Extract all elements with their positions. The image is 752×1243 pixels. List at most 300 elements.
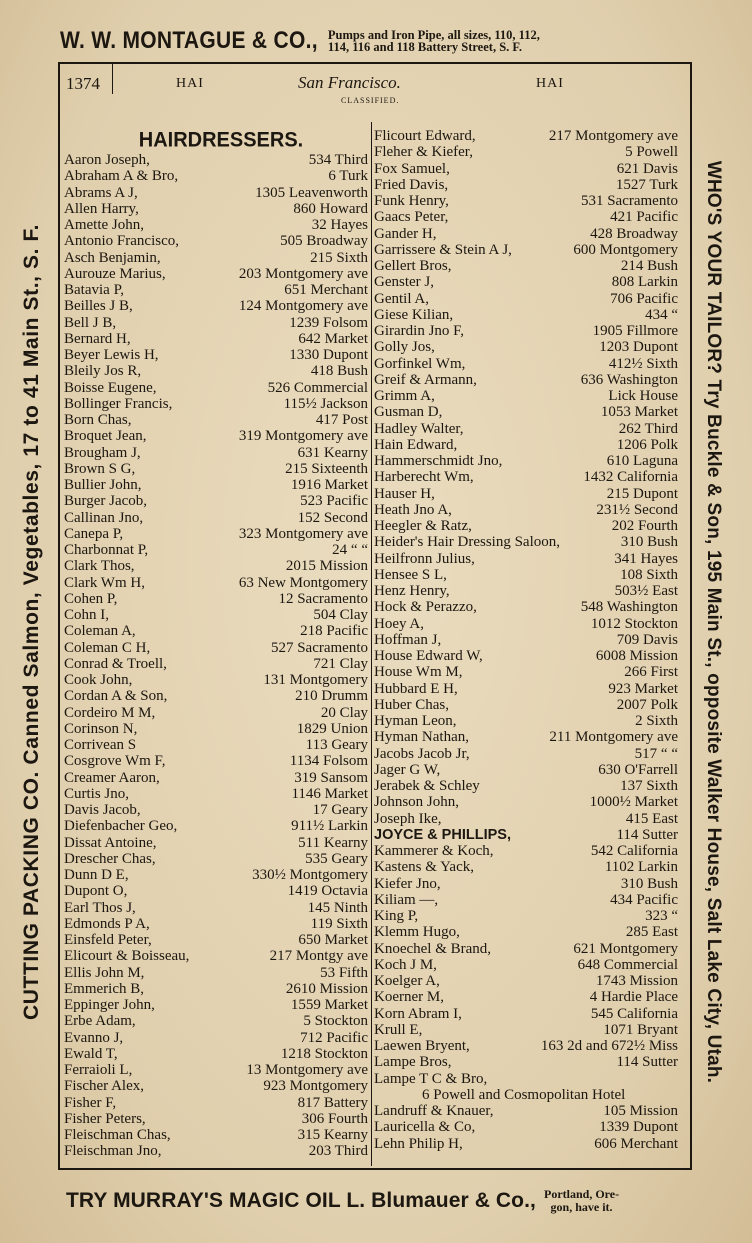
listing-address: 412½ Sixth bbox=[608, 355, 678, 372]
listing-name: Callinan Jno, bbox=[64, 509, 144, 526]
listing-address: 505 Broadway bbox=[280, 233, 368, 250]
listing-name: King P, bbox=[374, 908, 419, 924]
listing-address: 650 Market bbox=[298, 932, 368, 948]
bottom-ad-main: TRY MURRAY'S MAGIC OIL L. Blumauer & Co., bbox=[66, 1189, 536, 1212]
listing-address: 1527 Turk bbox=[615, 176, 678, 193]
listing-row bbox=[64, 1046, 368, 1062]
listing-address: 215 Sixteenth bbox=[285, 460, 368, 477]
listing-address: 310 Bush bbox=[620, 875, 678, 892]
listing-row bbox=[374, 616, 678, 632]
listing-name: Broquet Jean, bbox=[64, 428, 147, 445]
listing-row bbox=[64, 786, 368, 802]
listing-name: Lehn Philip H, bbox=[374, 1135, 463, 1152]
listing-row bbox=[64, 1078, 368, 1094]
listing-address: 315 Kearny bbox=[297, 1127, 368, 1143]
listing-row bbox=[64, 201, 368, 217]
listing-address: 310 Bush bbox=[620, 534, 678, 551]
listing-name: Drescher Chas, bbox=[64, 850, 156, 867]
listing-name: Beilles J B, bbox=[64, 298, 133, 315]
listing-row bbox=[64, 623, 368, 639]
listing-address: 145 Ninth bbox=[307, 899, 368, 916]
listing-name: Dunn D E, bbox=[64, 867, 129, 883]
listing-row bbox=[374, 957, 678, 973]
right-side-ad-text: WHO'S YOUR TAILOR? Try Buckle & Son, 195 Main St., opposite Walker House, Salt Lake City, Utah. bbox=[703, 160, 724, 1084]
page-number: 1374 bbox=[66, 74, 100, 93]
listing-name: Gorfinkel Wm, bbox=[374, 355, 466, 372]
listing-address: 202 Fourth bbox=[611, 518, 678, 534]
listing-row bbox=[374, 746, 678, 762]
listing-address: 6008 Mission bbox=[595, 648, 678, 664]
listing-name: Batavia P, bbox=[64, 282, 124, 298]
listing-row bbox=[64, 510, 368, 526]
listing-row bbox=[64, 656, 368, 672]
listing-row bbox=[374, 876, 678, 892]
listing-row bbox=[64, 705, 368, 721]
listing-address: 32 Hayes bbox=[311, 217, 368, 233]
right-side-advertisement bbox=[694, 62, 732, 1182]
listing-name: Heider's Hair Dressing Saloon, bbox=[374, 534, 560, 551]
listing-address: 53 Fifth bbox=[320, 964, 368, 981]
listing-address: 1102 Larkin bbox=[604, 859, 678, 876]
listing-row bbox=[64, 948, 368, 964]
listing-name: Evanno J, bbox=[64, 1029, 124, 1046]
listing-name: Brown S G, bbox=[64, 460, 136, 477]
listing-name: House Edward W, bbox=[374, 648, 483, 664]
listing-row bbox=[64, 347, 368, 363]
listing-name: Cook John, bbox=[64, 672, 133, 688]
listing-address: 218 Pacific bbox=[300, 623, 368, 640]
listing-address: 319 Montgomery ave bbox=[238, 428, 368, 445]
listing-address: 1134 Folsom bbox=[289, 753, 368, 770]
listing-address: 1305 Leavenworth bbox=[255, 184, 368, 201]
listing-row bbox=[374, 632, 678, 648]
listing-row bbox=[374, 1006, 678, 1022]
listing-row bbox=[64, 818, 368, 834]
listing-name: Hubbard E H, bbox=[374, 680, 458, 697]
listing-address: 210 Drumm bbox=[295, 688, 368, 705]
listing-address: 1203 Dupont bbox=[599, 339, 678, 356]
right-border bbox=[690, 62, 692, 1170]
listing-address: 231½ Second bbox=[596, 501, 678, 518]
listing-row bbox=[374, 177, 678, 193]
listing-name: Huber Chas, bbox=[374, 696, 449, 713]
listing-row bbox=[64, 575, 368, 591]
listing-row bbox=[64, 526, 368, 542]
listing-name: Abraham A & Bro, bbox=[64, 168, 179, 185]
listing-name: Hadley Walter, bbox=[374, 420, 464, 437]
listing-address: 217 Montgomery ave bbox=[548, 128, 678, 144]
listing-address: 526 Commercial bbox=[267, 379, 368, 396]
listing-address: 415 East bbox=[625, 810, 678, 827]
listing-name: Heegler & Ratz, bbox=[374, 518, 472, 534]
listing-address: 534 Third bbox=[308, 152, 368, 168]
listing-address: 137 Sixth bbox=[620, 778, 678, 794]
listing-name: Klemm Hugo, bbox=[374, 924, 460, 941]
listing-row bbox=[374, 664, 678, 680]
listing-row bbox=[64, 851, 368, 867]
listing-row bbox=[64, 1143, 368, 1159]
listing-name: Golly Jos, bbox=[374, 339, 435, 356]
listing-address: 105 Mission bbox=[603, 1103, 678, 1119]
bottom-ad-sub2: gon, have it. bbox=[550, 1200, 613, 1214]
listing-row bbox=[374, 421, 678, 437]
listing-name: Joseph Ike, bbox=[374, 810, 442, 827]
listing-name: Edmonds P A, bbox=[64, 915, 150, 932]
listing-address: 1559 Market bbox=[290, 997, 368, 1013]
listing-name: Funk Henry, bbox=[374, 193, 449, 209]
listing-row bbox=[64, 477, 368, 493]
bottom-advertisement bbox=[66, 1176, 686, 1226]
listing-address: 1743 Mission bbox=[595, 973, 678, 989]
listing-address: 2007 Polk bbox=[616, 696, 678, 713]
listing-address: 24 “ “ bbox=[332, 542, 368, 558]
listing-address: 600 Montgomery bbox=[573, 241, 678, 258]
listing-name: Fisher Peters, bbox=[64, 1110, 146, 1127]
listing-name: Ellis John M, bbox=[64, 964, 145, 981]
listing-row bbox=[64, 770, 368, 786]
left-side-ad-text: CUTTING PACKING CO. Canned Salmon, Vegetables, 17 to 41 Main St., S. F. bbox=[20, 223, 43, 1021]
listing-row bbox=[64, 542, 368, 558]
listing-address: 808 Larkin bbox=[611, 274, 678, 291]
listing-row bbox=[374, 827, 678, 843]
listing-row bbox=[374, 274, 678, 290]
listing-address: 12 Sacramento bbox=[278, 590, 368, 607]
listing-address: 108 Sixth bbox=[620, 566, 678, 583]
listing-address: 860 Howard bbox=[293, 200, 368, 217]
listing-name: Cordeiro M M, bbox=[64, 704, 156, 721]
listing-row bbox=[374, 973, 678, 989]
listing-name: Hauser H, bbox=[374, 485, 435, 502]
listing-name: Harberecht Wm, bbox=[374, 469, 474, 486]
listing-name: JOYCE & PHILLIPS, bbox=[374, 826, 511, 843]
listing-name: Gusman D, bbox=[374, 404, 443, 421]
listing-address: 214 Bush bbox=[620, 258, 678, 274]
listing-name: Johnson John, bbox=[374, 794, 460, 811]
listing-address: 262 Third bbox=[618, 420, 678, 437]
listing-row bbox=[64, 1111, 368, 1127]
listing-name: Hoffman J, bbox=[374, 631, 442, 648]
listing-address: 163 2d and 672½ Miss bbox=[540, 1038, 678, 1054]
listing-name: Fleischman Jno, bbox=[64, 1143, 162, 1160]
listing-row bbox=[64, 1062, 368, 1078]
listing-row bbox=[374, 762, 678, 778]
listing-row bbox=[374, 372, 678, 388]
listing-row bbox=[64, 753, 368, 769]
listing-address: 642 Market bbox=[298, 330, 368, 347]
listing-name: Flicourt Edward, bbox=[374, 128, 476, 144]
listing-name: House Wm M, bbox=[374, 664, 463, 681]
listing-address: 124 Montgomery ave bbox=[238, 298, 368, 315]
listing-name: Einsfeld Peter, bbox=[64, 932, 152, 948]
listing-row bbox=[64, 185, 368, 201]
listing-row bbox=[374, 924, 678, 940]
listing-name: Corrivean S bbox=[64, 737, 137, 753]
listing-name: Garrissere & Stein A J, bbox=[374, 241, 512, 258]
listing-address: 13 Montgomery ave bbox=[246, 1062, 368, 1078]
listing-row bbox=[64, 217, 368, 233]
listing-name: Hammerschmidt Jno, bbox=[374, 453, 503, 469]
listing-address: 523 Pacific bbox=[300, 493, 368, 510]
listing-name: Bell J B, bbox=[64, 314, 117, 331]
listing-row bbox=[64, 916, 368, 932]
listing-address: 63 New Montgomery bbox=[238, 574, 368, 591]
left-border bbox=[58, 62, 60, 1170]
listing-name: Clark Wm H, bbox=[64, 574, 145, 591]
listing-name: Greif & Armann, bbox=[374, 371, 477, 388]
listing-name: Fischer Alex, bbox=[64, 1078, 144, 1095]
listing-address: 114 Sutter bbox=[616, 1054, 678, 1071]
listing-name: Elicourt & Boisseau, bbox=[64, 948, 190, 965]
listing-address: 517 “ “ bbox=[634, 745, 678, 762]
listing-name: Fleher & Kiefer, bbox=[374, 144, 473, 161]
listing-address: 631 Kearny bbox=[297, 444, 368, 461]
listing-name: Emmerich B, bbox=[64, 980, 144, 997]
page-header bbox=[66, 70, 682, 104]
listing-name: Curtis Jno, bbox=[64, 785, 130, 802]
listing-row bbox=[374, 1022, 678, 1038]
listing-row bbox=[374, 1136, 678, 1152]
listing-name: Bleily Jos R, bbox=[64, 363, 142, 380]
listing-row bbox=[374, 388, 678, 404]
listing-name: Heilfronn Julius, bbox=[374, 550, 475, 567]
listing-name: Grimm A, bbox=[374, 388, 435, 404]
listing-row bbox=[374, 843, 678, 859]
listing-row bbox=[374, 697, 678, 713]
listing-row bbox=[64, 396, 368, 412]
listing-address: 2015 Mission bbox=[285, 558, 368, 575]
top-rule bbox=[58, 62, 692, 64]
listing-address: 4 Hardie Place bbox=[589, 989, 678, 1006]
listing-address: 531 Sacramento bbox=[580, 193, 678, 209]
listing-row bbox=[374, 1038, 678, 1054]
listing-row bbox=[374, 453, 678, 469]
listing-name: Girardin Jno F, bbox=[374, 323, 465, 339]
listing-address: 418 Bush bbox=[310, 363, 368, 380]
listing-address: 203 Montgomery ave bbox=[238, 265, 368, 282]
listing-address: 1432 California bbox=[583, 469, 678, 486]
listing-name: Charbonnat P, bbox=[64, 542, 149, 558]
listing-row bbox=[374, 209, 678, 225]
listing-address: 548 Washington bbox=[580, 599, 678, 616]
listing-address: 630 O'Farrell bbox=[598, 761, 678, 778]
listing-row bbox=[374, 859, 678, 875]
listing-address: 5 Stockton bbox=[303, 1013, 368, 1030]
listing-name: Asch Benjamin, bbox=[64, 249, 161, 266]
listing-name: Krull E, bbox=[374, 1021, 423, 1038]
listing-row bbox=[64, 997, 368, 1013]
listing-name: Koelger A, bbox=[374, 973, 440, 989]
listing-row bbox=[374, 518, 678, 534]
listing-address: 215 Sixth bbox=[310, 249, 368, 266]
listing-name: Koch J M, bbox=[374, 956, 437, 973]
bottom-rule bbox=[58, 1168, 692, 1170]
listing-address: 152 Second bbox=[297, 509, 368, 526]
listing-row bbox=[64, 412, 368, 428]
listing-address: 306 Fourth bbox=[301, 1110, 368, 1127]
listing-address: 542 California bbox=[590, 843, 678, 859]
listing-address: 621 Montgomery bbox=[573, 940, 678, 957]
listing-row bbox=[374, 908, 678, 924]
listing-row bbox=[64, 867, 368, 883]
listing-name: Burger Jacob, bbox=[64, 493, 148, 510]
listing-row bbox=[374, 1103, 678, 1119]
listing-row bbox=[64, 363, 368, 379]
listing-row bbox=[374, 551, 678, 567]
listing-name: Fleischman Chas, bbox=[64, 1127, 171, 1143]
listing-row bbox=[64, 233, 368, 249]
listing-row bbox=[374, 941, 678, 957]
listing-address: 923 Montgomery bbox=[263, 1078, 368, 1095]
listing-row bbox=[374, 339, 678, 355]
listing-row bbox=[64, 883, 368, 899]
listing-row bbox=[374, 599, 678, 615]
listing-address: 1905 Fillmore bbox=[592, 323, 678, 339]
listing-row bbox=[64, 493, 368, 509]
listing-address: 1071 Bryant bbox=[603, 1021, 678, 1038]
listing-name: Dissat Antoine, bbox=[64, 834, 157, 851]
listing-address: Lick House bbox=[608, 388, 678, 404]
listing-name: Lampe T C & Bro, bbox=[374, 1070, 488, 1087]
listing-address: 217 Montgy ave bbox=[269, 948, 368, 965]
listing-row bbox=[64, 250, 368, 266]
listing-name: Lampe Bros, bbox=[374, 1054, 452, 1071]
listing-row bbox=[374, 681, 678, 697]
listing-row bbox=[64, 688, 368, 704]
listing-row bbox=[374, 794, 678, 810]
listing-name: Diefenbacher Geo, bbox=[64, 818, 178, 835]
listing-name: Amette John, bbox=[64, 217, 144, 233]
listing-row bbox=[374, 356, 678, 372]
listing-row bbox=[374, 1071, 678, 1087]
listing-address: 712 Pacific bbox=[300, 1029, 368, 1046]
listing-address: 1146 Market bbox=[291, 785, 368, 802]
listing-row bbox=[64, 900, 368, 916]
listing-row bbox=[64, 721, 368, 737]
listing-address: 428 Broadway bbox=[590, 225, 678, 242]
listing-row bbox=[374, 583, 678, 599]
listing-address: 330½ Montgomery bbox=[252, 867, 368, 883]
listing-name: Kammerer & Koch, bbox=[374, 843, 494, 859]
listing-name: Erbe Adam, bbox=[64, 1013, 136, 1030]
listing-row bbox=[374, 648, 678, 664]
listing-row bbox=[374, 161, 678, 177]
listing-row bbox=[374, 404, 678, 420]
listing-address: 706 Pacific bbox=[610, 290, 678, 307]
top-ad-firm: W. W. MONTAGUE & CO., bbox=[60, 27, 318, 54]
listing-row bbox=[374, 534, 678, 550]
listing-address: 131 Montgomery bbox=[263, 672, 368, 688]
listing-row bbox=[374, 193, 678, 209]
listing-row bbox=[374, 291, 678, 307]
listing-name: Fisher F, bbox=[64, 1094, 117, 1111]
listing-address: 709 Davis bbox=[616, 631, 678, 648]
listing-address: 1053 Market bbox=[600, 404, 678, 421]
listing-row bbox=[374, 892, 678, 908]
listing-row bbox=[64, 835, 368, 851]
bottom-ad-sub bbox=[544, 1188, 619, 1214]
listing-name: Boisse Eugene, bbox=[64, 379, 157, 396]
listing-name: Aaron Joseph, bbox=[64, 152, 150, 168]
listing-name: Hain Edward, bbox=[374, 436, 458, 453]
listing-address: 923 Market bbox=[608, 680, 678, 697]
listing-row bbox=[64, 981, 368, 997]
listing-row bbox=[374, 226, 678, 242]
listing-row bbox=[64, 445, 368, 461]
listing-row bbox=[64, 282, 368, 298]
listing-address: 434 Pacific bbox=[610, 891, 678, 908]
listing-address: 114 Sutter bbox=[616, 826, 678, 843]
listing-row bbox=[374, 144, 678, 160]
listing-name: Fried Davis, bbox=[374, 176, 449, 193]
listing-name: Coleman A, bbox=[64, 623, 136, 640]
listing-address: 636 Washington bbox=[580, 371, 678, 388]
listing-name: Hyman Nathan, bbox=[374, 729, 469, 746]
listing-address: 721 Clay bbox=[313, 655, 368, 672]
listing-name: Ewald T, bbox=[64, 1045, 118, 1062]
listing-row bbox=[64, 558, 368, 574]
listing-row bbox=[374, 567, 678, 583]
listing-address: 1206 Polk bbox=[616, 436, 678, 453]
right-column bbox=[374, 128, 678, 1152]
listing-name: Born Chas, bbox=[64, 412, 132, 428]
listing-row bbox=[374, 778, 678, 794]
listing-name: Hock & Perazzo, bbox=[374, 599, 477, 616]
classified-label: CLASSIFIED. bbox=[341, 96, 400, 105]
listing-row bbox=[64, 802, 368, 818]
listing-address: 527 Sacramento bbox=[270, 639, 368, 656]
listing-row bbox=[64, 168, 368, 184]
listing-row bbox=[64, 965, 368, 981]
listing-address: 341 Hayes bbox=[614, 550, 678, 567]
top-ad-description bbox=[328, 29, 540, 53]
left-column bbox=[64, 128, 368, 1160]
listing-row bbox=[64, 266, 368, 282]
listing-address: 6 Turk bbox=[328, 168, 368, 185]
listing-name: Lauricella & Co, bbox=[374, 1119, 476, 1136]
listing-address: 211 Montgomery ave bbox=[549, 729, 678, 746]
listing-name: Bollinger Francis, bbox=[64, 395, 173, 412]
top-advertisement bbox=[60, 24, 690, 58]
listing-row bbox=[64, 591, 368, 607]
listing-address: 203 Third bbox=[308, 1143, 368, 1160]
listing-name: Aurouze Marius, bbox=[64, 265, 166, 282]
listing-address: 545 California bbox=[590, 1005, 678, 1022]
listing-row bbox=[64, 1030, 368, 1046]
listing-address: 1012 Stockton bbox=[590, 615, 678, 632]
listing-row bbox=[374, 323, 678, 339]
left-index-key: HAI bbox=[176, 76, 204, 91]
listing-name: Jacobs Jacob Jr, bbox=[374, 745, 470, 762]
listing-name: Conrad & Troell, bbox=[64, 655, 167, 672]
listing-name: Giese Kilian, bbox=[374, 306, 454, 323]
listing-address: 511 Kearny bbox=[298, 834, 368, 851]
listing-name: Bullier John, bbox=[64, 477, 142, 493]
listing-address: 648 Commercial bbox=[577, 956, 678, 973]
listing-name: Cosgrove Wm F, bbox=[64, 753, 166, 770]
city-title: San Francisco. bbox=[298, 73, 401, 92]
listing-name: Clark Thos, bbox=[64, 558, 135, 575]
left-side-advertisement bbox=[12, 62, 52, 1182]
listing-name: Eppinger John, bbox=[64, 997, 155, 1013]
listing-name: Hensee S L, bbox=[374, 566, 447, 583]
listing-row bbox=[374, 1087, 678, 1103]
listing-address: 434 “ bbox=[645, 306, 678, 323]
listing-row bbox=[64, 932, 368, 948]
listing-row bbox=[374, 486, 678, 502]
listing-address-continuation: 6 Powell and Cosmopolitan Hotel bbox=[422, 1086, 626, 1103]
listing-row bbox=[64, 461, 368, 477]
listing-address: 503½ East bbox=[614, 583, 678, 599]
